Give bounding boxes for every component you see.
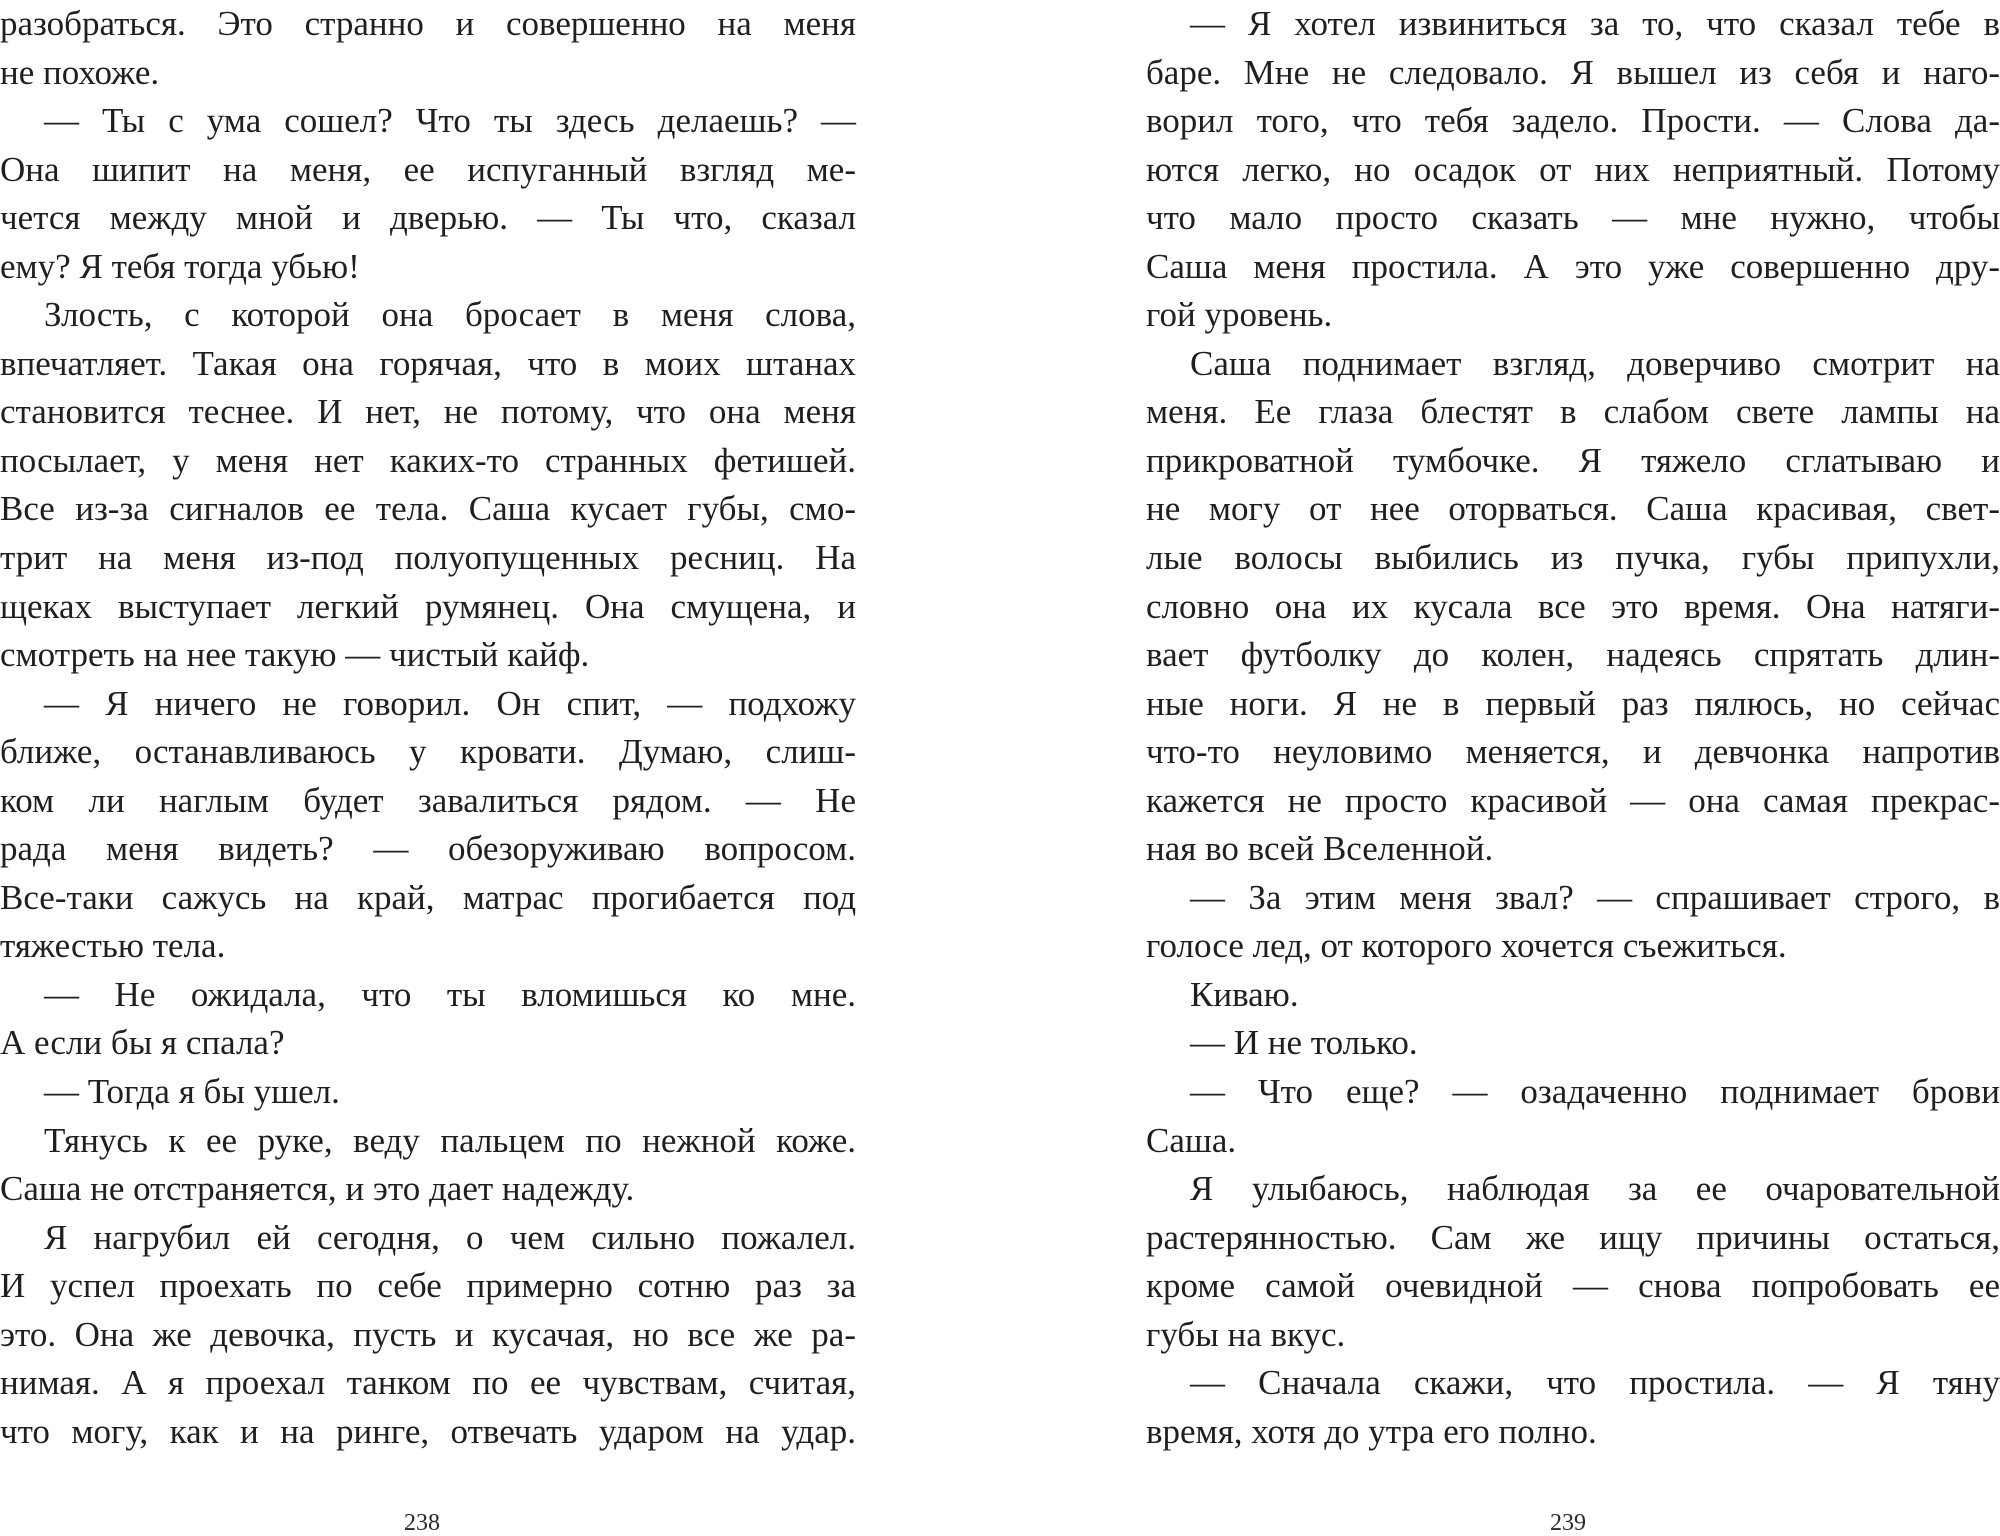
text-line: посылает, у меня нет каких-то странных фетишей.: [0, 440, 856, 480]
right-page-text: [1146, 0, 2000, 1456]
text-line: словно она их кусала все это время. Она натяги-: [1146, 586, 2000, 626]
text-line: Саша меня простила. А это уже совершенно дру-: [1146, 246, 2000, 286]
text-line: А если бы я спала?: [0, 1023, 285, 1063]
text-line: ворил того, что тебя задело. Прости. — Слова да-: [1146, 101, 2000, 141]
text-line: — И не только.: [1190, 1023, 1418, 1063]
text-line: меня. Ее глаза блестят в слабом свете лампы на: [1146, 392, 2000, 432]
text-line: Она шипит на меня, ее испуганный взгляд ме-: [0, 149, 856, 189]
text-line: Я нагрубил ей сегодня, о чем сильно пожалел.: [44, 1217, 856, 1257]
text-line: что могу, как и на ринге, отвечать ударом на удар.: [0, 1411, 856, 1451]
text-line: — Я хотел извиниться за то, что сказал тебе в: [1190, 4, 2000, 43]
text-line: гой уровень.: [1146, 295, 1333, 335]
left-page-text: [0, 0, 856, 1456]
text-line: — Что еще? — озадаченно поднимает брови: [1190, 1072, 2000, 1112]
text-line: Я улыбаюсь, наблюдая за ее очаровательной: [1190, 1169, 2000, 1209]
page-number: 239: [1550, 1510, 1586, 1536]
text-line: разобраться. Это странно и совершенно на меня: [0, 4, 856, 43]
text-line: ближе, останавливаюсь у кровати. Думаю, слиш-: [0, 732, 856, 772]
text-line: Злость, с которой она бросает в меня слова,: [44, 295, 856, 335]
text-line: что мало просто сказать — мне нужно, чтобы: [1146, 198, 2000, 238]
text-line: лые волосы выбились из пучка, губы припухли,: [1146, 538, 2000, 578]
text-line: щеках выступает легкий румянец. Она смущена, и: [0, 586, 856, 626]
text-line: — Я ничего не говорил. Он спит, — подхожу: [44, 683, 856, 723]
text-line: Саша не отстраняется, и это дает надежду.: [0, 1169, 635, 1209]
text-line: Все-таки сажусь на край, матрас прогибается под: [0, 877, 856, 917]
text-line: прикроватной тумбочке. Я тяжело сглатываю и: [1146, 440, 2000, 480]
text-line: тяжестью тела.: [0, 926, 226, 966]
text-line: растерянностью. Сам же ищу причины остаться,: [1146, 1217, 2000, 1257]
text-line: нимая. А я проехал танком по ее чувствам, считая,: [0, 1363, 856, 1403]
text-line: — Ты с ума сошел? Что ты здесь делаешь? —: [44, 101, 856, 141]
text-line: — За этим меня звал? — спрашивает строго, в: [1190, 877, 2000, 917]
text-line: губы на вкус.: [1146, 1314, 1346, 1354]
text-line: смотреть на нее такую — чистый кайф.: [0, 635, 590, 675]
text-line: ются легко, но осадок от них неприятный. Потому: [1146, 149, 2000, 189]
text-line: что-то неуловимо меняется, и девчонка напротив: [1146, 732, 2000, 772]
text-line: становится теснее. И нет, не потому, что она меня: [0, 392, 856, 432]
text-line: кажется не просто красивой — она самая прекрас-: [1146, 780, 2000, 820]
text-line: — Сначала скажи, что простила. — Я тяну: [1190, 1363, 2000, 1403]
text-line: ком ли наглым будет завалиться рядом. — Не: [0, 780, 856, 820]
right-page: [1146, 0, 2000, 1536]
text-line: баре. Мне не следовало. Я вышел из себя и наго-: [1146, 52, 2000, 92]
text-line: рада меня видеть? — обезоруживаю вопросом.: [0, 829, 856, 869]
text-line: Все из-за сигналов ее тела. Саша кусает губы, смо-: [0, 489, 856, 529]
left-page: [0, 0, 856, 1536]
text-line: — Не ожидала, что ты вломишься ко мне.: [44, 974, 856, 1014]
text-line: Саша.: [1146, 1120, 1237, 1160]
text-line: не могу от нее оторваться. Саша красивая, свет-: [1146, 489, 2000, 529]
text-line: это. Она же девочка, пусть и кусачая, но все же ра-: [0, 1314, 856, 1354]
text-line: чется между мной и дверью. — Ты что, сказал: [0, 198, 856, 238]
text-line: впечатляет. Такая она горячая, что в моих штанах: [0, 343, 856, 383]
text-line: Тянусь к ее руке, веду пальцем по нежной коже.: [44, 1120, 856, 1160]
text-line: вает футболку до колен, надеясь спрятать длин-: [1146, 635, 2000, 675]
text-line: И успел проехать по себе примерно сотню раз за: [0, 1266, 856, 1306]
text-line: время, хотя до утра его полно.: [1146, 1411, 1597, 1451]
text-line: трит на меня из-под полуопущенных ресниц. На: [0, 538, 856, 578]
text-line: Саша поднимает взгляд, доверчиво смотрит на: [1190, 343, 2000, 383]
text-line: — Тогда я бы ушел.: [44, 1072, 340, 1112]
page-number: 238: [404, 1510, 440, 1536]
text-line: ему? Я тебя тогда убью!: [0, 246, 360, 286]
text-line: Киваю.: [1190, 974, 1299, 1014]
text-line: ные ноги. Я не в первый раз пялюсь, но сейчас: [1146, 683, 2000, 723]
text-line: голосе лед, от которого хочется съежиться.: [1146, 926, 1787, 966]
text-line: ная во всей Вселенной.: [1146, 829, 1494, 869]
text-line: не похоже.: [0, 52, 160, 92]
text-line: кроме самой очевидной — снова попробовать ее: [1146, 1266, 2000, 1306]
